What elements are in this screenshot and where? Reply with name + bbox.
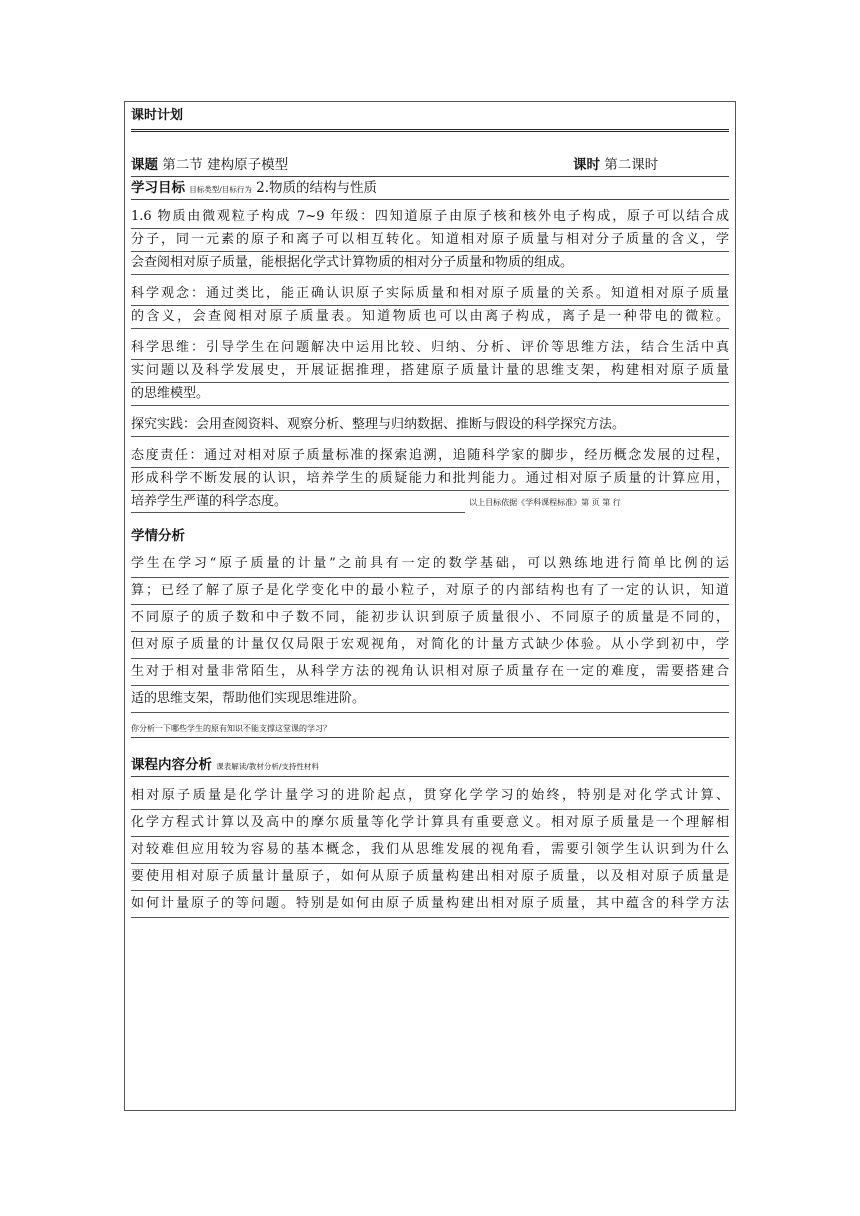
period-value: 第二课时 <box>604 157 659 173</box>
learner-line: 不同原子的质子数和中子数不同，能初步认识到原子质量很小、不同原子的质量是不同的， <box>131 605 729 632</box>
goals-label: 学习目标 <box>131 180 185 196</box>
content-line: 相对原子质量是化学计量学习的进阶起点，贯穿化学学习的始终，特别是对化学式计算、 <box>131 783 729 810</box>
content-line: 化学方程式计算以及高中的摩尔质量等化学计算具有重要意义。相对原子质量是一个理解相 <box>131 810 729 837</box>
goals-type-hint: 目标类型/目标行为 <box>189 185 252 194</box>
goals-header <box>131 177 729 200</box>
standard-line: 会查阅相对原子质量，能根据化学式计算物质的相对分子质量和物质的组成。 <box>131 252 729 275</box>
standard-line: 分子，同一元素的原子和离子可以相互转化。知道相对原子质量与相对分子质量的含义，学 <box>131 229 729 252</box>
attitude-line: 形成科学不断发展的认识，培养学生的质疑能力和批判能力。通过相对原子质量的计算应用， <box>131 468 729 491</box>
goals-attitude <box>131 445 729 513</box>
attitude-line: 态度责任：通过对相对原子质量标准的探索追溯，追随科学家的脚步，经历概念发展的过程， <box>131 445 729 468</box>
lesson-row <box>131 154 729 177</box>
content-line: 如何计量原子的等问题。特别是如何由原子质量构建出相对原子质量，其中蕴含的科学方法 <box>131 891 729 918</box>
lesson-plan-frame <box>124 101 736 1111</box>
content-header <box>131 754 729 777</box>
learner-label: 学情分析 <box>131 528 185 544</box>
standard-line: 1.6 物质由微观粒子构成 7~9 年级：四知道原子由原子核和核外电子构成，原子可以结合成 <box>131 206 729 229</box>
learner-analysis <box>131 551 729 713</box>
goals-thinking <box>131 337 729 406</box>
learner-line: 生对于相对量非常陌生，从科学方法的视角认识相对原子质量存在一定的难度，需要搭建合 <box>131 659 729 686</box>
reference-note: 以上目标依据《学科课程标准》第 页 第 行 <box>469 498 621 507</box>
content-analysis <box>131 783 729 918</box>
learner-prompt-note: 你分析一下哪些学生的原有知识不能支撑这堂课的学习？ <box>131 723 729 738</box>
learner-line: 算；已经了解了原子是化学变化中的最小粒子，对原子的内部结构也有了一定的认识，知道 <box>131 578 729 605</box>
learner-line: 适的思维支架，帮助他们实现思维进阶。 <box>131 686 729 713</box>
concept-line: 的含义，会查阅相对原子质量表。知道物质也可以由离子构成，离子是一种带电的微粒。 <box>131 306 729 329</box>
period-group <box>573 154 658 176</box>
period-label: 课时 <box>573 157 600 173</box>
concept-line: 科学观念：通过类比，能正确认识原子实际质量和相对原子质量的关系。知道相对原子质量 <box>131 283 729 306</box>
practice-line: 探究实践：会用查阅资料、观察分析、整理与归纳数据、推断与假设的科学探究方法。 <box>131 414 729 437</box>
goals-concept <box>131 283 729 329</box>
plan-title: 课时计划 <box>131 102 729 132</box>
thinking-line: 实问题以及科学发展史，开展证据推理，搭建原子质量计量的思维支架，构建相对原子质量 <box>131 360 729 383</box>
content-line: 对较难但应用较为容易的基本概念，我们从思维发展的视角看，需要引领学生认识到为什么 <box>131 837 729 864</box>
thinking-line: 科学思维：引导学生在问题解决中运用比较、归纳、分析、评价等思维方法，结合生活中真 <box>131 337 729 360</box>
content-label: 课程内容分析 <box>131 757 212 773</box>
thinking-line: 的思维模型。 <box>131 383 729 406</box>
learner-line: 学生在学习“原子质量的计量”之前具有一定的数学基础，可以熟练地进行简单比例的运 <box>131 551 729 578</box>
lesson-plan-content <box>131 102 729 918</box>
content-line: 要使用相对原子质量计量原子，如何从原子质量构建出相对原子质量，以及相对原子质量是 <box>131 864 729 891</box>
attitude-line <box>131 491 729 513</box>
attitude-last-text: 培养学生严谨的科学态度。 <box>131 491 465 513</box>
topic-value: 第二节 建构原子模型 <box>162 157 289 173</box>
learner-line: 但对原子质量的计量仅仅局限于宏观视角，对简化的计量方式缺少体验。从小学到初中，学 <box>131 632 729 659</box>
goals-standard <box>131 206 729 275</box>
content-hint: 课表解读/教材分析/支持性材料 <box>216 762 319 771</box>
goals-practice <box>131 414 729 437</box>
topic-label: 课题 <box>131 157 158 173</box>
goals-type-value: 2.物质的结构与性质 <box>256 180 378 196</box>
